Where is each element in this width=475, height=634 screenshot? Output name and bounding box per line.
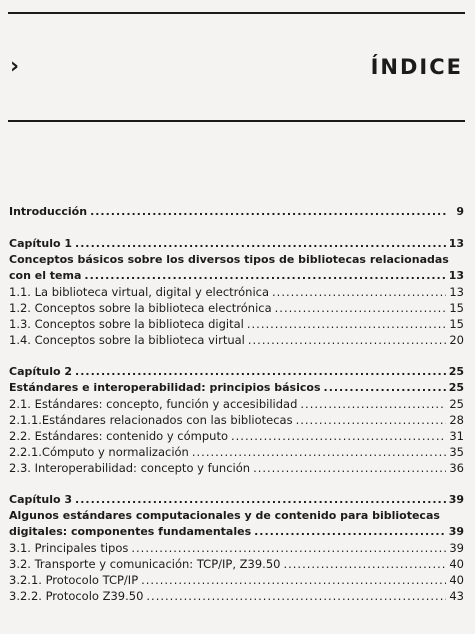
toc-page-number: 20 [449,333,464,347]
dot-leader [231,428,446,444]
toc-entry[interactable] [9,204,464,220]
dot-leader [283,556,446,572]
dot-leader [254,524,446,540]
dot-leader [296,412,447,428]
chevron-right-icon: › [10,54,20,79]
toc-entry[interactable] [9,540,464,556]
dot-leader [75,492,446,508]
toc-page-number: 13 [448,237,464,250]
toc-entry-title: digitales: componentes fundamentales [9,525,252,538]
toc-entry-title: Algunos estándares computacionales y de contenido para bibliotecas [9,509,440,522]
dot-leader [84,268,445,284]
toc-entry[interactable] [9,364,464,380]
toc-entry-title: Conceptos básicos sobre los diversos tipos de bibliotecas relacionadas [9,253,449,266]
toc-entry-title: Introducción [9,205,88,218]
toc-page-number: 28 [449,413,464,427]
toc-entry-title: 3.2.1. Protocolo TCP/IP [9,573,139,587]
page-title: ÍNDICE [370,55,463,79]
toc-entry-title: 2.3. Interoperabilidad: concepto y función [9,461,251,475]
toc-entry-title: 3.1. Principales tipos [9,541,129,555]
toc-page-number: 36 [449,461,464,475]
toc-page-number: 31 [449,429,464,443]
toc-entry[interactable] [9,380,464,396]
toc-page-number: 35 [449,445,464,459]
toc-entry-title: 1.1. La biblioteca virtual, digital y electrónica [9,285,270,299]
toc-entry[interactable] [9,332,464,348]
toc-entry-title: Estándares e interoperabilidad: principios básicos [9,381,321,394]
dot-leader [248,332,446,348]
toc-entry-title: 2.1. Estándares: concepto, función y accesibilidad [9,397,298,411]
dot-leader [75,236,446,252]
toc-entry[interactable] [9,588,464,604]
top-rule [8,12,465,14]
toc-entry[interactable] [9,492,464,508]
toc-entry-title: con el tema [9,269,82,282]
dot-leader [275,300,447,316]
toc-page-number: 43 [449,589,464,603]
toc-page-number: 9 [456,205,464,218]
toc-entry-title: Capítulo 3 [9,493,73,506]
toc-entry[interactable] [9,428,464,444]
toc-entry[interactable] [9,396,464,412]
toc-entry[interactable] [9,444,464,460]
section-spacer [9,220,464,236]
dot-leader [90,204,447,220]
toc-entry[interactable] [9,236,464,252]
section-spacer [9,476,464,492]
dot-leader [192,444,447,460]
dot-leader [272,284,446,300]
section-spacer [9,348,464,364]
toc-entry-title: 3.2. Transporte y comunicación: TCP/IP, Z39.50 [9,557,281,571]
toc-page-number: 40 [449,573,464,587]
toc-entry-title: 1.4. Conceptos sobre la biblioteca virtual [9,333,245,347]
toc-page-number: 15 [449,317,464,331]
toc-entry-title: 1.3. Conceptos sobre la biblioteca digital [9,317,244,331]
dot-leader [141,572,446,588]
toc-page-number: 25 [448,381,464,394]
toc-entry-title: 2.2.1.Cómputo y normalización [9,445,189,459]
toc-entry[interactable] [9,300,464,316]
toc-entry[interactable] [9,316,464,332]
toc-page-number: 39 [449,541,464,555]
dot-leader [324,380,446,396]
toc-entry[interactable] [9,508,464,524]
bottom-rule [8,120,465,122]
toc-page-number: 13 [448,269,464,282]
dot-leader [300,396,446,412]
toc-page-number: 15 [449,301,464,315]
toc-entry[interactable] [9,252,464,268]
toc-entry-title: Capítulo 1 [9,237,73,250]
toc-page-number: 25 [449,397,464,411]
toc-entry-title: 2.1.1.Estándares relacionados con las bibliotecas [9,413,293,427]
toc-page-number: 25 [448,365,464,378]
toc-page-number: 39 [448,493,464,506]
toc-entry-title: Capítulo 2 [9,365,73,378]
toc-page-number: 39 [448,525,464,538]
toc-entry[interactable] [9,524,464,540]
toc-entry[interactable] [9,412,464,428]
dot-leader [253,460,446,476]
toc-entry[interactable] [9,572,464,588]
toc-entry-title: 3.2.2. Protocolo Z39.50 [9,589,144,603]
toc-entry[interactable] [9,268,464,284]
toc-page-number: 40 [449,557,464,571]
table-of-contents [9,204,464,604]
dot-leader [75,364,446,380]
dot-leader [131,540,446,556]
toc-page-number: 13 [449,285,464,299]
toc-entry[interactable] [9,284,464,300]
dot-leader [247,316,447,332]
toc-entry-title: 1.2. Conceptos sobre la biblioteca electrónica [9,301,272,315]
toc-entry-title: 2.2. Estándares: contenido y cómputo [9,429,228,443]
toc-entry[interactable] [9,556,464,572]
toc-entry[interactable] [9,460,464,476]
dot-leader [146,588,446,604]
